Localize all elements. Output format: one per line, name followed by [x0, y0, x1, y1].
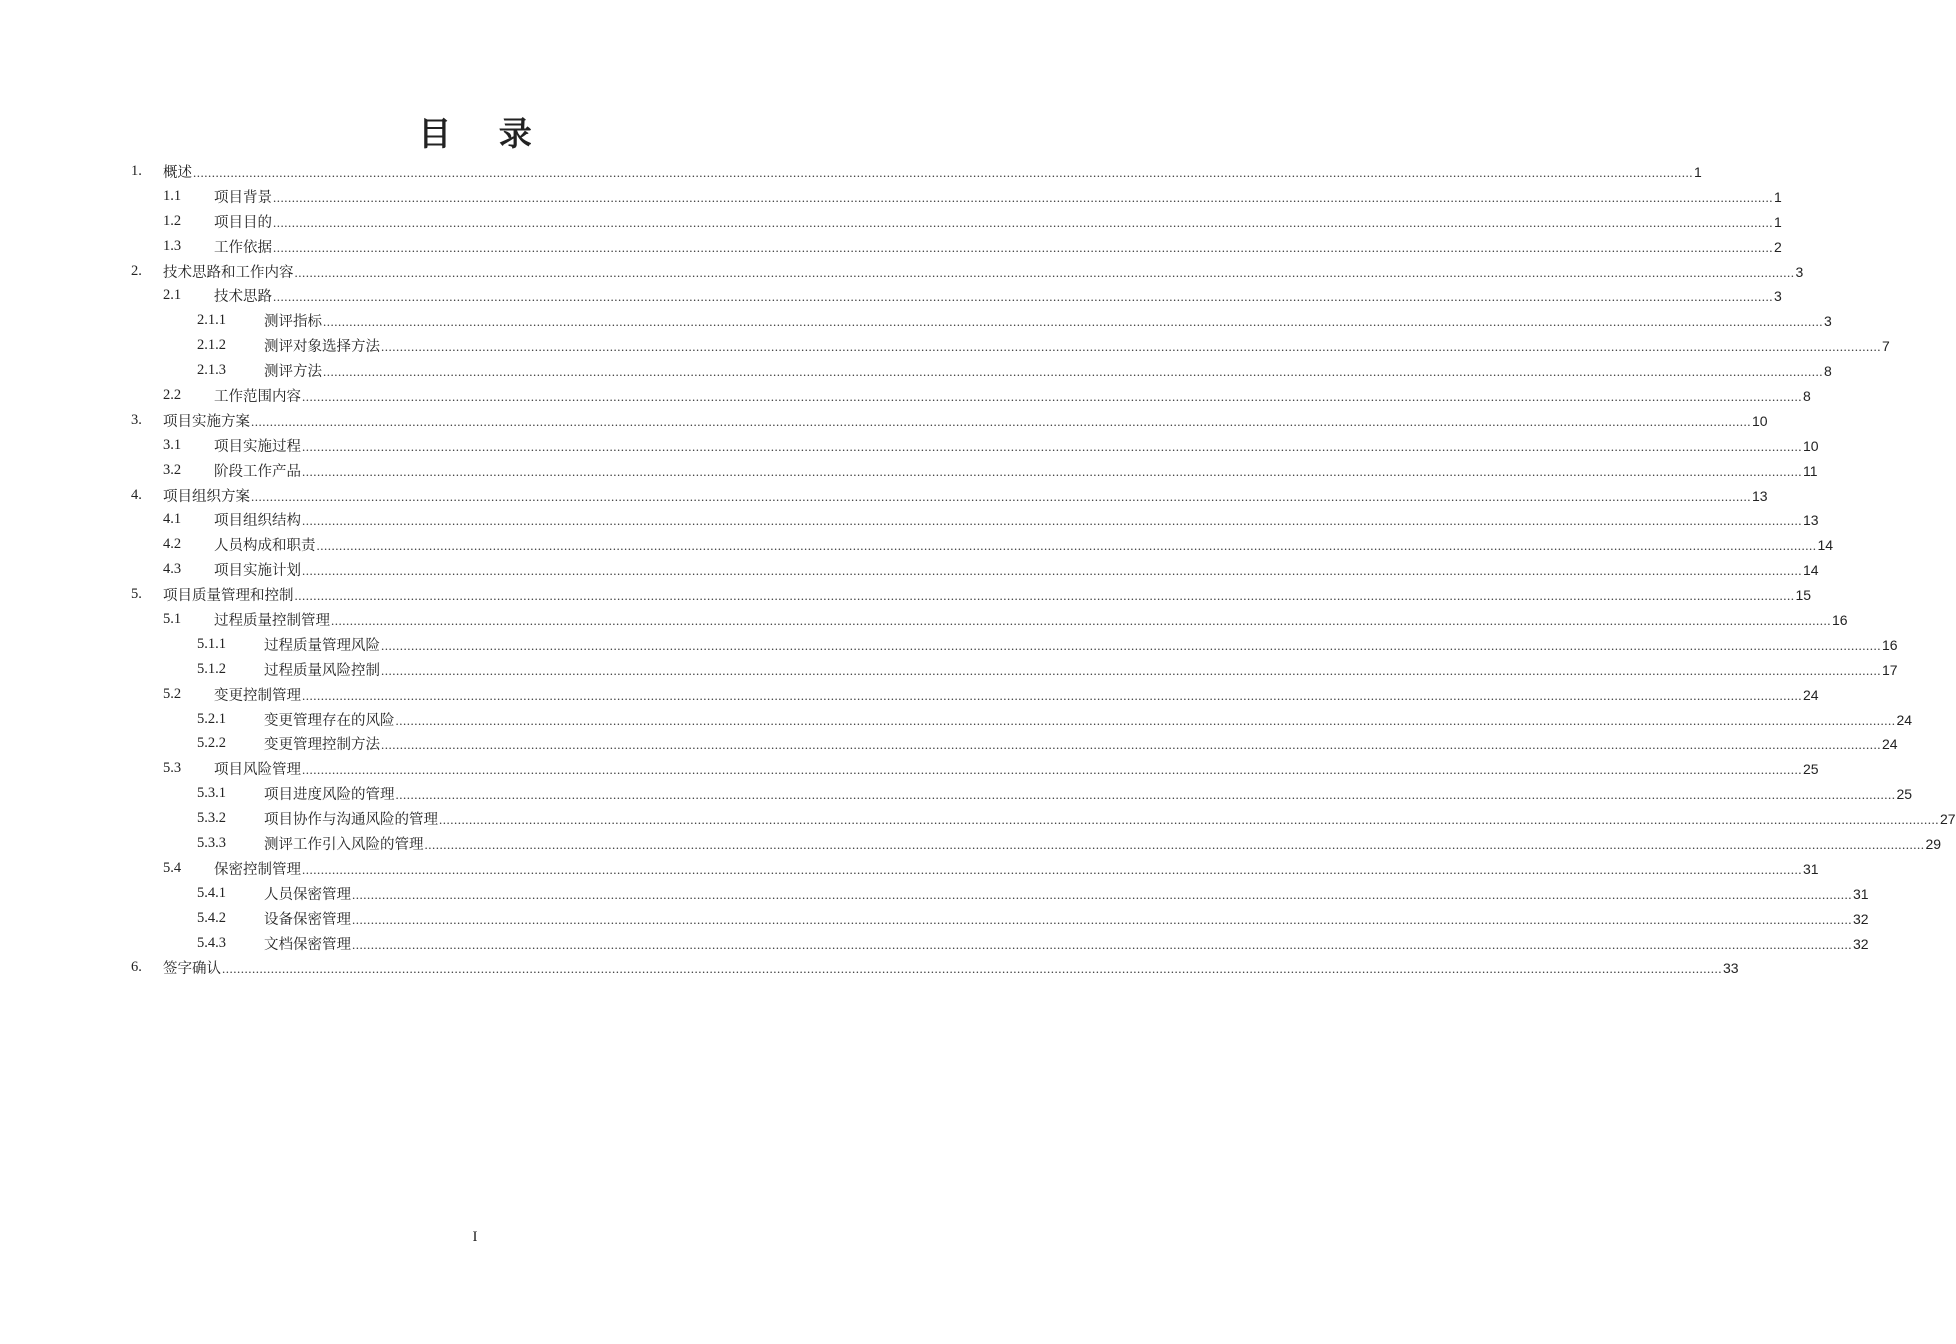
toc-entry[interactable]: [0, 831, 1942, 856]
toc-dot-leader: ................................................................................................................................................................................................................................................................................................................................................................................................................: [331, 612, 1831, 628]
toc-entry-title: 项目组织结构: [214, 513, 301, 530]
toc-entry-number: 4.: [131, 486, 142, 503]
toc-entry[interactable]: [0, 358, 1832, 383]
toc-entry-page: 14: [1803, 562, 1819, 579]
toc-entry-page: 2: [1774, 238, 1782, 255]
toc-entry-page: 10: [1803, 437, 1819, 454]
toc-entry[interactable]: [0, 881, 1869, 906]
toc-entry-number: 5.4.3: [197, 934, 226, 951]
toc-entry-page: 11: [1803, 462, 1818, 479]
toc-entry-page: 7: [1882, 338, 1890, 355]
toc-entry-number: 2.1.3: [197, 362, 226, 379]
toc-dot-leader: ................................................................................................................................................................................................................................................................................................................................................................................................................: [381, 637, 1881, 653]
toc-entry[interactable]: [0, 607, 1848, 632]
toc-entry-number: 3.1: [163, 436, 182, 453]
toc-entry[interactable]: [0, 483, 1768, 508]
toc-entry-title: 测评工作引入风险的管理: [264, 836, 424, 853]
toc-dot-leader: ................................................................................................................................................................................................................................................................................................................................................................................................................: [395, 712, 1896, 728]
toc-dot-leader: ................................................................................................................................................................................................................................................................................................................................................................................................................: [302, 687, 1802, 703]
toc-entry-number: 5.1.2: [197, 660, 226, 677]
toc-entry-title: 项目组织方案: [163, 488, 250, 505]
toc-entry-page: 16: [1882, 636, 1898, 653]
toc-entry[interactable]: [0, 632, 1898, 657]
toc-dot-leader: ................................................................................................................................................................................................................................................................................................................................................................................................................: [323, 364, 1823, 380]
toc-entry[interactable]: [0, 333, 1890, 358]
toc-entry-number: 5.3: [163, 760, 182, 777]
toc-dot-leader: ................................................................................................................................................................................................................................................................................................................................................................................................................: [302, 861, 1802, 877]
toc-dot-leader: ................................................................................................................................................................................................................................................................................................................................................................................................................: [273, 289, 1773, 305]
toc-dot-leader: ................................................................................................................................................................................................................................................................................................................................................................................................................: [439, 812, 1939, 828]
toc-dot-leader: ................................................................................................................................................................................................................................................................................................................................................................................................................: [424, 836, 1925, 852]
toc-dot-leader: ................................................................................................................................................................................................................................................................................................................................................................................................................: [302, 563, 1802, 579]
toc-entry[interactable]: [0, 557, 1819, 582]
toc-entry-title: 测评对象选择方法: [264, 339, 380, 356]
toc-entry[interactable]: [0, 159, 1702, 184]
toc-entry-title: 保密控制管理: [214, 861, 301, 878]
toc-entry-number: 1.1: [163, 187, 182, 204]
toc-dot-leader: ................................................................................................................................................................................................................................................................................................................................................................................................................: [316, 538, 1817, 554]
toc-entry-number: 3.2: [163, 461, 182, 478]
toc-entry-page: 24: [1803, 686, 1819, 703]
toc-entry-page: 31: [1803, 860, 1819, 877]
toc-entry-number: 4.2: [163, 536, 182, 553]
toc-entry-title: 过程质量管理风险: [264, 637, 380, 654]
toc-entry-number: 5.: [131, 586, 142, 603]
toc-entry-number: 3.: [131, 411, 142, 428]
page-title: 目 录: [418, 114, 550, 153]
toc-entry-number: 5.2.1: [197, 710, 226, 727]
toc-entry[interactable]: [0, 906, 1869, 931]
toc-entry-page: 16: [1832, 611, 1848, 628]
toc-entry-page: 3: [1774, 288, 1782, 305]
toc-entry-page: 14: [1817, 537, 1834, 554]
toc-dot-leader: ................................................................................................................................................................................................................................................................................................................................................................................................................: [193, 164, 1693, 180]
toc-entry-page: 29: [1925, 835, 1942, 852]
toc-dot-leader: ................................................................................................................................................................................................................................................................................................................................................................................................................: [302, 463, 1802, 479]
toc-entry-page: 33: [1723, 960, 1739, 977]
toc-entry[interactable]: [0, 458, 1818, 483]
toc-entry-title: 项目实施计划: [214, 563, 301, 580]
toc-entry-page: 15: [1795, 587, 1812, 604]
toc-entry-page: 3: [1824, 313, 1832, 330]
toc-entry[interactable]: [0, 209, 1782, 234]
toc-entry[interactable]: [0, 234, 1782, 259]
toc-dot-leader: ................................................................................................................................................................................................................................................................................................................................................................................................................: [251, 488, 1751, 504]
toc-dot-leader: ................................................................................................................................................................................................................................................................................................................................................................................................................: [302, 438, 1802, 454]
toc-entry[interactable]: [0, 756, 1819, 781]
toc-entry-number: 2.1.2: [197, 337, 226, 354]
toc-dot-leader: ................................................................................................................................................................................................................................................................................................................................................................................................................: [381, 737, 1881, 753]
toc-entry-page: 24: [1896, 711, 1913, 728]
toc-entry[interactable]: [0, 259, 1804, 284]
toc-entry-number: 5.3.2: [197, 810, 226, 827]
toc-entry-title: 项目背景: [214, 189, 272, 206]
toc-entry-number: 2.2: [163, 386, 182, 403]
toc-entry[interactable]: [0, 184, 1782, 209]
toc-dot-leader: ................................................................................................................................................................................................................................................................................................................................................................................................................: [381, 662, 1881, 678]
page-number: I: [472, 1229, 478, 1245]
toc-dot-leader: ................................................................................................................................................................................................................................................................................................................................................................................................................: [323, 314, 1823, 330]
toc-dot-leader: ................................................................................................................................................................................................................................................................................................................................................................................................................: [222, 961, 1722, 977]
toc-entry-number: 5.4: [163, 859, 182, 876]
toc-entry-title: 签字确认: [163, 961, 221, 978]
toc-entry-page: 32: [1853, 935, 1869, 952]
toc-entry-title: 测评方法: [264, 364, 322, 381]
toc-entry-number: 1.3: [163, 237, 182, 254]
toc-entry-title: 项目协作与沟通风险的管理: [264, 812, 438, 829]
toc-dot-leader: ................................................................................................................................................................................................................................................................................................................................................................................................................: [302, 762, 1802, 778]
toc-entry-number: 6.: [131, 959, 142, 976]
toc-entry-title: 变更管理控制方法: [264, 737, 380, 754]
toc-entry-title: 阶段工作产品: [214, 463, 301, 480]
toc-entry-title: 测评指标: [264, 314, 322, 331]
toc-entry[interactable]: [0, 856, 1819, 881]
toc-entry-number: 5.1.1: [197, 635, 226, 652]
toc-entry-number: 5.3.1: [197, 785, 226, 802]
toc-entry-title: 概述: [163, 164, 192, 181]
toc-dot-leader: ................................................................................................................................................................................................................................................................................................................................................................................................................: [273, 214, 1773, 230]
toc-entry-page: 25: [1896, 786, 1913, 803]
toc-entry-page: 13: [1752, 487, 1768, 504]
toc-entry-number: 1.: [131, 162, 142, 179]
toc-entry-number: 2.: [131, 262, 142, 279]
toc-entry-number: 5.4.1: [197, 884, 226, 901]
toc-entry[interactable]: [0, 806, 1956, 831]
toc-entry-page: 10: [1752, 412, 1768, 429]
toc-entry-number: 5.3.3: [197, 834, 226, 851]
toc-entry-page: 13: [1803, 512, 1819, 529]
toc-entry-title: 工作范围内容: [214, 388, 301, 405]
toc-dot-leader: ................................................................................................................................................................................................................................................................................................................................................................................................................: [302, 388, 1802, 404]
toc-entry-title: 文档保密管理: [264, 936, 351, 953]
toc-dot-leader: ................................................................................................................................................................................................................................................................................................................................................................................................................: [352, 886, 1852, 902]
toc-entry-page: 27: [1940, 811, 1956, 828]
toc-entry[interactable]: [0, 582, 1812, 607]
toc-entry-title: 项目进度风险的管理: [264, 787, 395, 804]
toc-entry[interactable]: [0, 383, 1811, 408]
toc-entry-title: 人员保密管理: [264, 886, 351, 903]
toc-entry-number: 5.4.2: [197, 909, 226, 926]
toc-entry-title: 项目实施过程: [214, 438, 301, 455]
toc-entry[interactable]: [0, 682, 1819, 707]
toc-entry-title: 项目目的: [214, 214, 272, 231]
toc-entry[interactable]: [0, 781, 1913, 806]
toc-entry-number: 5.1: [163, 610, 182, 627]
toc-entry-title: 项目风险管理: [214, 762, 301, 779]
toc-entry[interactable]: [0, 931, 1869, 956]
toc-entry-title: 技术思路: [214, 289, 272, 306]
toc-entry-title: 工作依据: [214, 239, 272, 256]
toc-entry[interactable]: [0, 433, 1819, 458]
table-of-contents: [0, 159, 1956, 980]
toc-entry-page: 1: [1774, 213, 1782, 230]
toc-dot-leader: ................................................................................................................................................................................................................................................................................................................................................................................................................: [294, 264, 1795, 280]
toc-entry[interactable]: [0, 657, 1898, 682]
toc-entry-page: 32: [1853, 910, 1869, 927]
toc-entry-page: 1: [1694, 163, 1702, 180]
toc-dot-leader: ................................................................................................................................................................................................................................................................................................................................................................................................................: [395, 787, 1896, 803]
toc-entry-title: 项目质量管理和控制: [163, 588, 294, 605]
toc-entry[interactable]: [0, 731, 1898, 756]
toc-dot-leader: ................................................................................................................................................................................................................................................................................................................................................................................................................: [273, 189, 1773, 205]
toc-entry-number: 4.1: [163, 511, 182, 528]
toc-entry-number: 5.2.2: [197, 735, 226, 752]
toc-entry-page: 31: [1853, 885, 1869, 902]
toc-entry-title: 人员构成和职责: [214, 538, 316, 555]
toc-entry-title: 变更控制管理: [214, 687, 301, 704]
toc-dot-leader: ................................................................................................................................................................................................................................................................................................................................................................................................................: [352, 911, 1852, 927]
toc-entry-title: 过程质量风险控制: [264, 662, 380, 679]
toc-entry-title: 技术思路和工作内容: [163, 264, 294, 281]
toc-entry-number: 4.3: [163, 561, 182, 578]
toc-entry[interactable]: [0, 283, 1782, 308]
toc-entry-page: 8: [1803, 387, 1811, 404]
toc-entry-page: 24: [1882, 736, 1898, 753]
toc-dot-leader: ................................................................................................................................................................................................................................................................................................................................................................................................................: [352, 936, 1852, 952]
toc-entry[interactable]: [0, 956, 1739, 981]
toc-dot-leader: ................................................................................................................................................................................................................................................................................................................................................................................................................: [302, 513, 1802, 529]
toc-dot-leader: ................................................................................................................................................................................................................................................................................................................................................................................................................: [381, 339, 1881, 355]
toc-entry-page: 8: [1824, 363, 1832, 380]
toc-entry-title: 设备保密管理: [264, 911, 351, 928]
toc-entry-page: 3: [1795, 263, 1804, 280]
toc-entry[interactable]: [0, 507, 1819, 532]
toc-entry-page: 25: [1803, 761, 1819, 778]
toc-entry-number: 1.2: [163, 212, 182, 229]
toc-entry-title: 过程质量控制管理: [214, 612, 330, 629]
toc-dot-leader: ................................................................................................................................................................................................................................................................................................................................................................................................................: [251, 413, 1751, 429]
toc-entry[interactable]: [0, 408, 1768, 433]
toc-dot-leader: ................................................................................................................................................................................................................................................................................................................................................................................................................: [273, 239, 1773, 255]
toc-entry-title: 项目实施方案: [163, 413, 250, 430]
toc-entry-number: 5.2: [163, 685, 182, 702]
toc-dot-leader: ................................................................................................................................................................................................................................................................................................................................................................................................................: [294, 588, 1795, 604]
toc-entry-page: 17: [1882, 661, 1898, 678]
toc-entry-number: 2.1.1: [197, 312, 226, 329]
toc-entry[interactable]: [0, 308, 1832, 333]
toc-entry[interactable]: [0, 532, 1834, 557]
toc-entry[interactable]: [0, 707, 1913, 732]
toc-entry-number: 2.1: [163, 287, 182, 304]
toc-entry-title: 变更管理存在的风险: [264, 712, 395, 729]
toc-entry-page: 1: [1774, 188, 1782, 205]
